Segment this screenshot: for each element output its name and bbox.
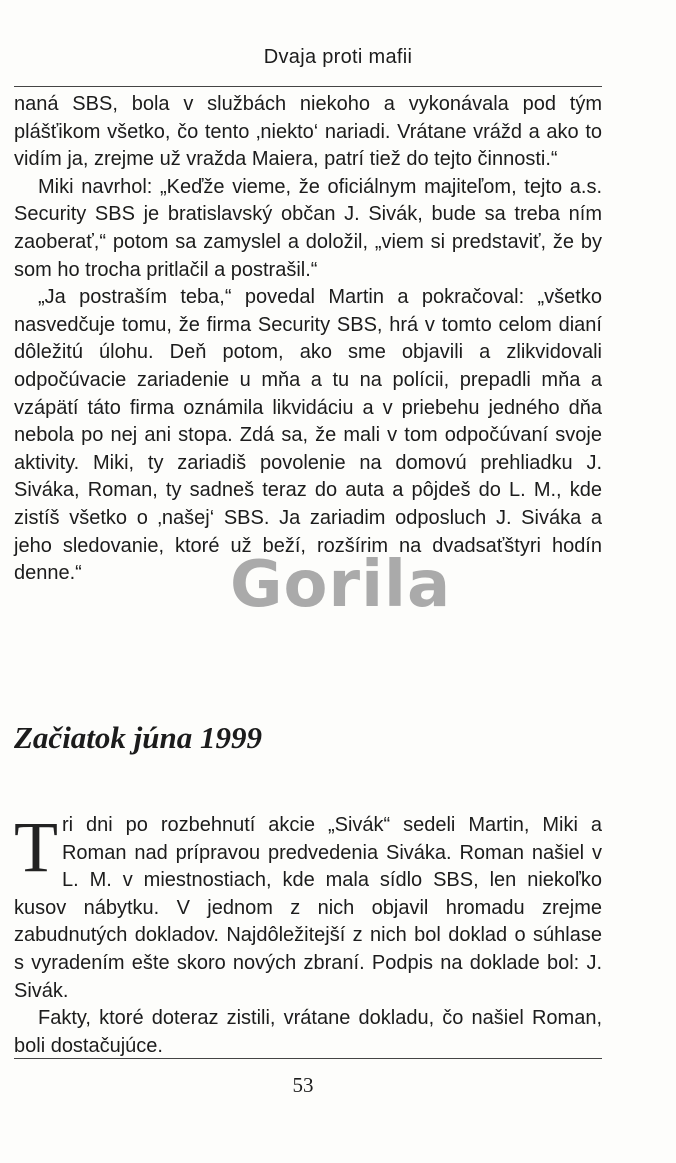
watermark-logo: Gorila xyxy=(230,548,452,622)
running-title: Dvaja proti mafii xyxy=(263,46,413,68)
paragraph: naná SBS, bola v službách niekoho a vykonávala pod tým plášťikom všetko, čo tento ‚niekto‘ nariadi. Vrátane vrážd a ako to vidím ja, zrejme už vražda Maiera, patrí tiež do tejto činnosti.“ xyxy=(14,93,602,171)
section-heading: Začiatok júna 1999 xyxy=(14,720,263,755)
header-rule xyxy=(14,86,602,87)
section-1-text xyxy=(14,91,602,588)
paragraph: Miki navrhol: „Keďže vieme, že oficiálnym majiteľom, tejto a.s. Security SBS je bratislavský občan J. Sivák, bude sa treba ním zaoberať,“ potom sa zamyslel a doložil, „viem si predstaviť, že by som ho trocha pritlačil a postrašil.“ xyxy=(14,175,602,281)
page-number: 53 xyxy=(292,1073,314,1097)
footer-rule xyxy=(14,1058,602,1059)
drop-cap: T xyxy=(14,807,58,887)
paragraph: ri dni po rozbehnutí akcie „Sivák“ sedeli Martin, Miki a Roman nad prípravou predvedenia Siváka. Roman našiel v L. M. v miestnostiach, kde mala sídlo SBS, len niekoľko kusov nábytku. V jednom z nich objavil hromadu zrejme zabudnutých dokladov. Najdôležitejší z nich bol doklad o súhlase s vyradením ešte skoro nových zbraní. Podpis na doklade bol: J. Sivák. xyxy=(14,814,602,1002)
section-2-text xyxy=(14,807,602,1060)
paragraph: „Ja postraším teba,“ povedal Martin a pokračoval: „všetko nasvedčuje tomu, že firma Security SBS, hrá v tomto celom dianí dôležitú úlohu. Deň potom, ako sme objavili a zlikvidovali odpočúvacie zariadenie u mňa a tu na polícii, prepadli mňa a vzápätí táto firma oznámila likvidáciu a v priebehu jedného dňa nebola po nej ani stopa. Zdá sa, že mali v tom odpočúvaní svoje aktivity. Miki, ty zariadiš povolenie na domovú prehliadku J. Siváka, Roman, ty sadneš teraz do auta a pôjdeš do L. M., kde zistíš všetko o ‚našej‘ SBS. Ja zariadim odposluch J. Siváka a jeho sledovanie, ktoré už beží, rozšírim na dvadsaťštyri hodín denne.“ xyxy=(14,286,602,585)
paragraph: Fakty, ktoré doteraz zistili, vrátane dokladu, čo našiel Roman, boli dostačujúce. xyxy=(14,1007,602,1057)
